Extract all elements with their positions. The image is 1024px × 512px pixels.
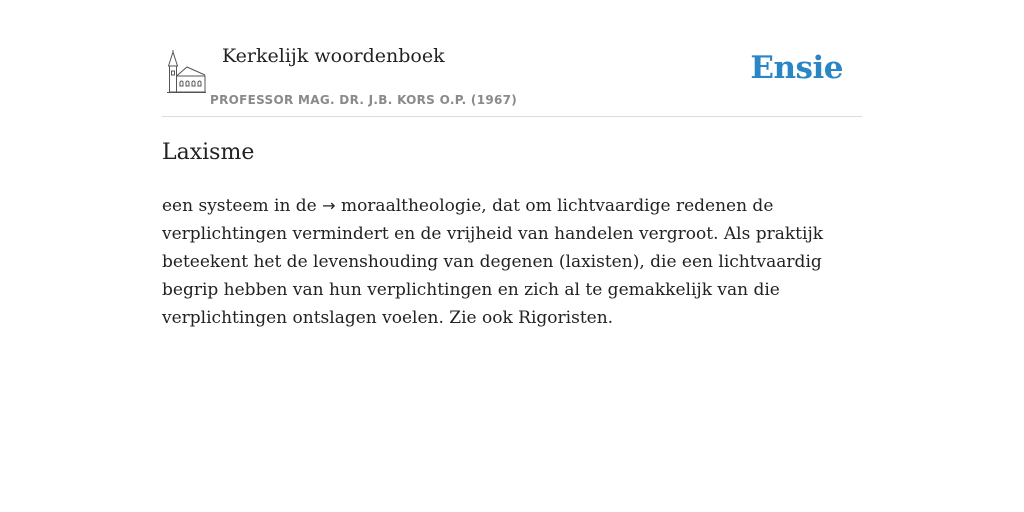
- book-author: PROFESSOR MAG. DR. J.B. KORS O.P. (1967): [210, 93, 518, 107]
- church-icon: [165, 50, 207, 94]
- entry-term: Laxisme: [162, 140, 255, 165]
- cross-reference-link[interactable]: moraaltheologie: [340, 196, 482, 216]
- entry-definition: [162, 192, 867, 332]
- definition-text-start: een systeem in de: [162, 196, 323, 216]
- definition-text-end: , dat om lichtvaardige redenen de verplichtingen vermindert en de vrijheid van handelen vergroot. Als praktijk beteekent het de levenshouding van degenen (laxisten), die een lichtvaardig begrip hebben van hun verplichtingen en zich al te gemakkelijk van die verplichtingen ontslagen voelen. Zie ook Rigoristen.: [162, 196, 824, 328]
- book-header: [162, 40, 862, 117]
- book-title[interactable]: Kerkelijk woordenboek: [222, 45, 445, 67]
- cross-reference-arrow-icon: →: [322, 196, 336, 215]
- ensie-logo[interactable]: Ensie: [750, 50, 843, 86]
